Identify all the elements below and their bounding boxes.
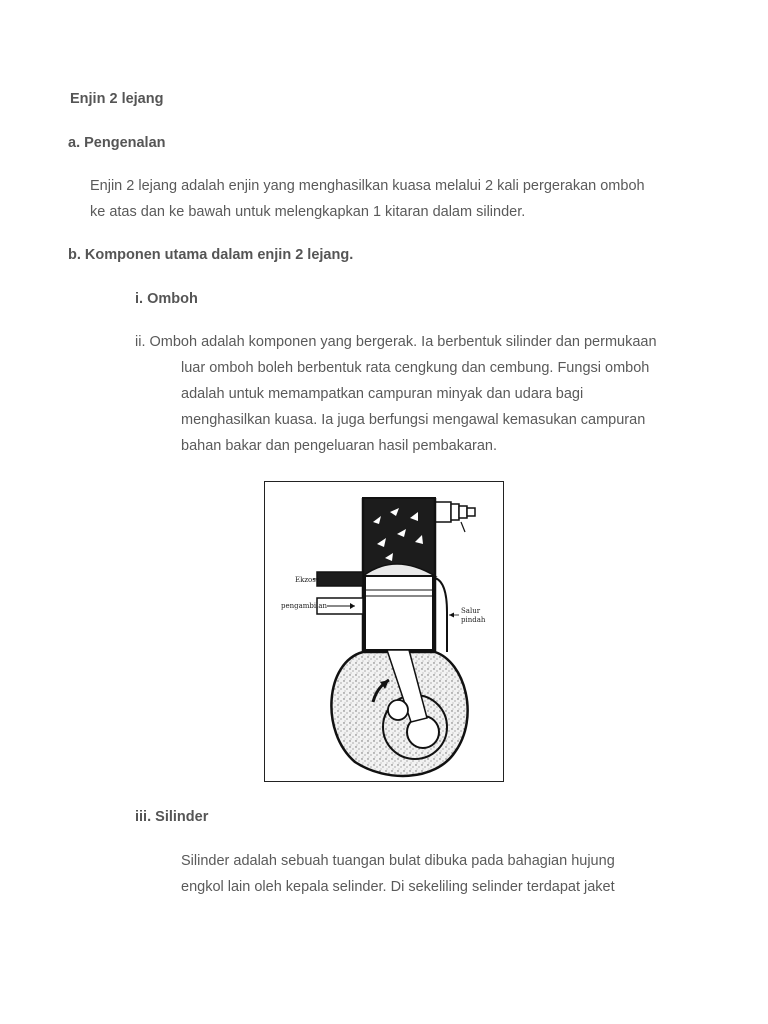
item-iii-line-2: engkol lain oleh kepala selinder. Di sekeliling selinder terdapat jaket: [181, 879, 615, 895]
document-title: Enjin 2 lejang: [70, 91, 164, 107]
label-exhaust: Ekzos: [295, 576, 316, 584]
item-i-marker: i.: [135, 291, 144, 307]
exhaust-port: [317, 572, 363, 586]
label-intake: pengambilan: [281, 602, 328, 610]
spark-plug: [435, 502, 475, 532]
section-a-paragraph-line-2: ke atas dan ke bawah untuk melengkapkan 1 kitaran dalam silinder.: [90, 204, 526, 220]
item-iii-marker: iii.: [135, 809, 152, 825]
engine-diagram-figure: [264, 481, 504, 782]
piston: [365, 576, 433, 650]
item-iii-line-1: Silinder adalah sebuah tuangan bulat dibuka pada bahagian hujung: [181, 853, 615, 869]
item-ii-line-3: adalah untuk memampatkan campuran minyak dan udara bagi: [181, 386, 584, 402]
label-transfer-line-1: Salur: [461, 607, 481, 615]
item-iii-title: Silinder: [155, 809, 209, 825]
item-i-title: Omboh: [147, 291, 198, 307]
section-a-heading: [68, 130, 166, 156]
section-a-marker: a.: [68, 135, 81, 151]
item-iii-heading: [135, 804, 208, 830]
item-ii-line-5: bahan bakar dan pengeluaran hasil pembakaran.: [181, 438, 498, 454]
section-b-title: Komponen utama dalam enjin 2 lejang.: [84, 247, 354, 263]
section-b-heading: [68, 242, 353, 268]
item-ii-line-1: [135, 329, 657, 355]
label-transfer-line-2: pindah: [461, 616, 486, 624]
item-ii-line-2: luar omboh boleh berbentuk rata cengkung dan cembung. Fungsi omboh: [181, 360, 650, 376]
engine-diagram: [265, 482, 502, 780]
item-i-heading: [135, 286, 198, 312]
item-ii-line-1-text: Omboh adalah komponen yang bergerak. Ia berbentuk silinder dan permukaan: [149, 334, 657, 350]
section-a-paragraph-line-1: Enjin 2 lejang adalah enjin yang menghasilkan kuasa melalui 2 kali pergerakan omboh: [90, 178, 645, 194]
item-ii-marker: ii.: [135, 334, 146, 350]
section-b-marker: b.: [68, 247, 81, 263]
section-a-title: Pengenalan: [84, 135, 166, 151]
item-ii-line-4: menghasilkan kuasa. Ia juga berfungsi mengawal kemasukan campuran: [181, 412, 646, 428]
